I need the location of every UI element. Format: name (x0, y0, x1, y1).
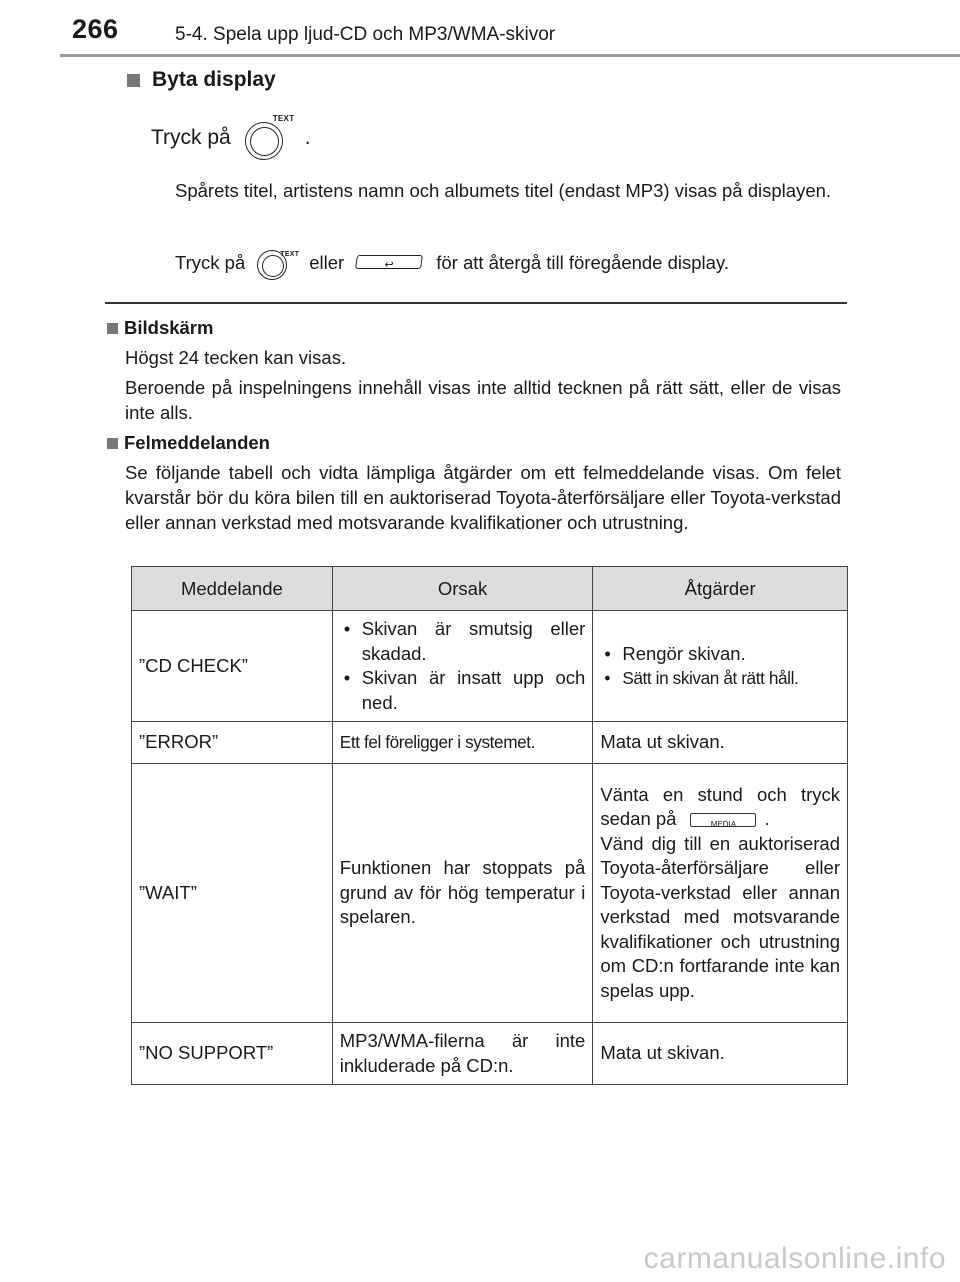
heading-text: Felmeddelanden (124, 432, 270, 453)
action-cell: Mata ut skivan. (593, 1023, 848, 1085)
action-text: Vänd dig till en auktoriserad Toyota-återförsäljare eller Toyota-verkstad eller annan verkstad med motsvarande kvalifikationer och utrustning om CD:n fortfarande inte kan spelas upp. (600, 832, 840, 1001)
return-text-after: för att återgå till föregående display. (436, 251, 729, 273)
cause-cell (332, 611, 593, 722)
return-text-middle: eller (309, 251, 345, 273)
list-item: • Rengör skivan. (600, 642, 840, 667)
column-header-orsak: Orsak (332, 567, 593, 611)
list-item: • Skivan är insatt upp och ned. (340, 666, 586, 715)
table-row (132, 1023, 848, 1085)
cause-cell: Ett fel föreligger i systemet. (332, 722, 593, 764)
page-header (0, 0, 960, 62)
message-cell: ”NO SUPPORT” (132, 1023, 333, 1085)
display-description: Spårets titel, artistens namn och albumets titel (endast MP3) visas på displayen. (175, 180, 832, 201)
text-knob-label: TEXT (280, 251, 300, 258)
list-item: • Skivan är smutsig eller skadad. (340, 617, 586, 666)
return-text-before: Tryck på (175, 251, 246, 273)
table-header-row (132, 567, 848, 611)
action-cell (593, 764, 848, 1023)
page-number: 266 (72, 14, 119, 44)
section-title: 5-4. Spela upp ljud-CD och MP3/WMA-skivor (175, 24, 556, 45)
heading-bildskarm (107, 317, 213, 339)
step-text-after: . (304, 126, 311, 149)
action-cell: Mata ut skivan. (593, 722, 848, 764)
step-press-text (151, 114, 311, 162)
table-row (132, 722, 848, 764)
square-bullet-icon (107, 323, 118, 334)
error-message-table (131, 566, 848, 1085)
text-knob-label: TEXT (272, 114, 295, 123)
table-row (132, 611, 848, 722)
list-item: • Sätt in skivan åt rätt håll. (600, 666, 840, 691)
cause-cell: MP3/WMA-filerna är inte inkluderade på CD:n. (332, 1023, 593, 1085)
text-knob-icon (255, 242, 299, 282)
heading-byta-display (127, 68, 276, 92)
section-divider (105, 302, 847, 304)
watermark: carmanualsonline.info (643, 1242, 946, 1275)
heading-text: Byta display (152, 68, 276, 91)
heading-felmeddelanden (107, 432, 270, 454)
step-text-before: Tryck på (151, 126, 231, 149)
message-cell: ”CD CHECK” (132, 611, 333, 722)
heading-text: Bildskärm (124, 317, 214, 338)
message-cell: ”ERROR” (132, 722, 333, 764)
action-text: Vänta en stund och tryck sedan på (600, 783, 840, 830)
bildskarm-line2: Beroende på inspelningens innehåll visas inte alltid tecknen på rätt sätt, eller de visas inte alls. (125, 377, 841, 423)
bildskarm-line1: Högst 24 tecken kan visas. (125, 347, 347, 368)
action-cell (593, 611, 848, 722)
message-cell: ”WAIT” (132, 764, 333, 1023)
action-text: . (764, 808, 770, 830)
text-knob-icon (243, 114, 295, 162)
column-header-atgarder: Åtgärder (593, 567, 848, 611)
media-button-icon: MEDIA (690, 813, 756, 827)
return-instruction (175, 242, 840, 282)
table-row (132, 764, 848, 1023)
back-button-icon: ↩ (355, 255, 423, 269)
header-rule (60, 54, 960, 57)
cause-cell: Funktionen har stoppats på grund av för hög temperatur i spelaren. (332, 764, 593, 1023)
column-header-meddelande: Meddelande (132, 567, 333, 611)
square-bullet-icon (127, 74, 140, 87)
felmeddelanden-text: Se följande tabell och vidta lämpliga åtgärder om ett felmeddelande visas. Om felet kvarstår bör du köra bilen till en auktoriserad Toyota-återförsäljare eller Toyota-verkstad eller annan verkstad med motsvarande kvalifikationer och utrustning. (125, 462, 841, 533)
square-bullet-icon (107, 438, 118, 449)
